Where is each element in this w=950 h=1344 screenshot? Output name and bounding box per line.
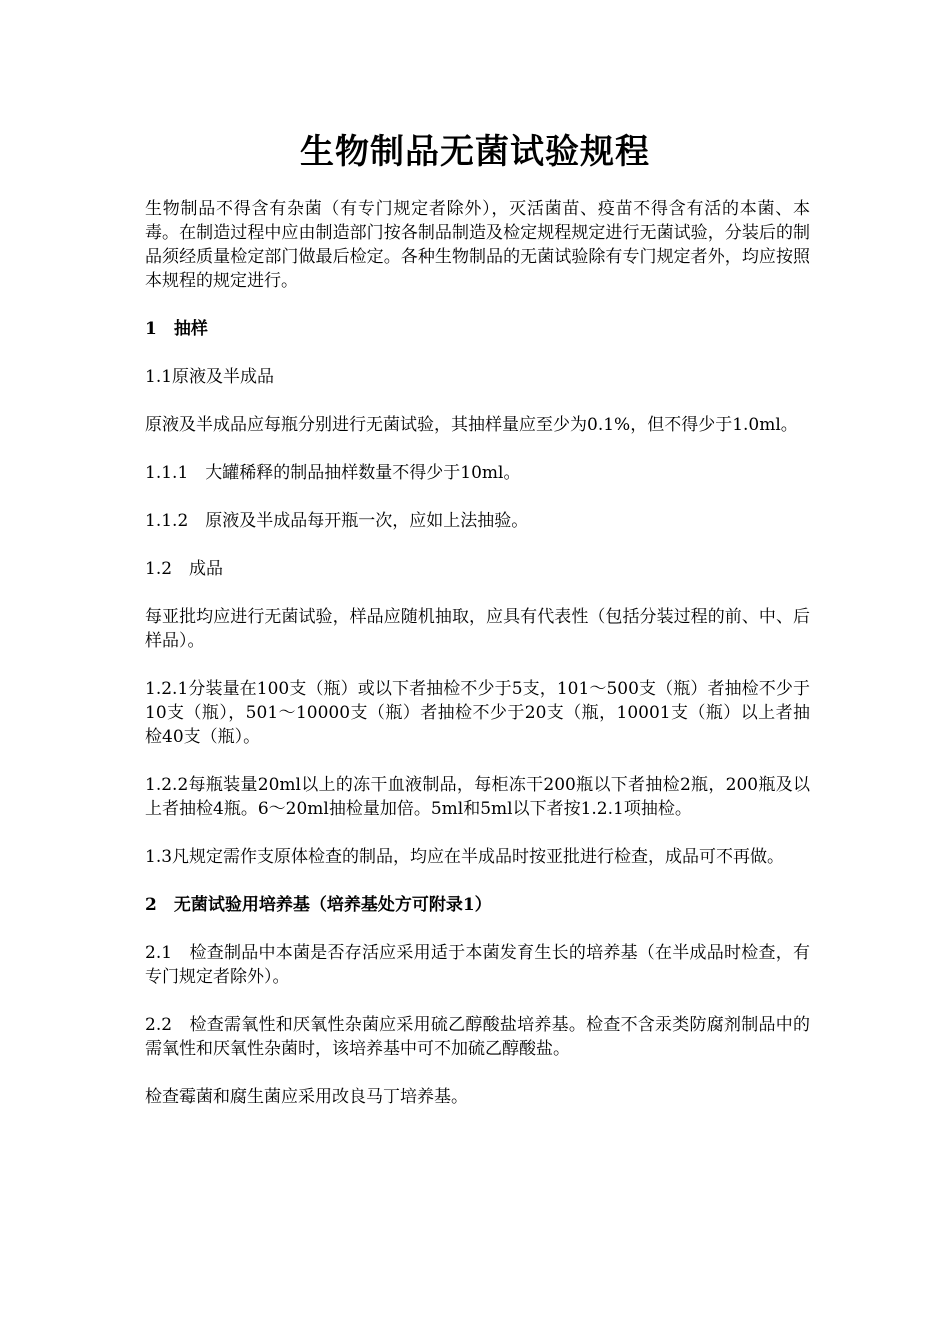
paragraph-1-1-body: 原液及半成品应每瓶分别进行无菌试验，其抽样量应至少为0.1%，但不得少于1.0ml。 [145,415,798,435]
clause-2-1: 2.1 检查制品中本菌是否存活应采用适于本菌发育生长的培养基（在半成品时检查，有专门规定者除外）。 [145,943,810,987]
subsection-1-1-heading: 1.1原液及半成品 [145,367,275,387]
section-2-heading: 2 无菌试验用培养基（培养基处方可附录1） [145,895,492,915]
paragraph-2-2-continued: 检查霉菌和腐生菌应采用改良马丁培养基。 [145,1087,468,1107]
paragraph-1-2-body: 每亚批均应进行无菌试验，样品应随机抽取，应具有代表性（包括分装过程的前、中、后样品）。 [145,607,810,651]
clause-1-2-1: 1.2.1分装量在100支（瓶）或以下者抽检不少于5支，101～500支（瓶）者抽检不少于10支（瓶），501～10000支（瓶）者抽检不少于20支（瓶，10001支（瓶）以上者抽检40支（瓶）。 [145,679,810,747]
subsection-1-2-heading: 1.2 成品 [145,559,224,579]
clause-2-2: 2.2 检查需氧性和厌氧性杂菌应采用硫乙醇酸盐培养基。检查不含汞类防腐剂制品中的需氧性和厌氧性杂菌时，该培养基中可不加硫乙醇酸盐。 [145,1015,810,1059]
section-1-heading: 1 抽样 [145,319,208,339]
clause-1-1-2: 1.1.2 原液及半成品每开瓶一次，应如上法抽验。 [145,511,529,531]
document-body [145,197,810,1133]
clause-1-2-2: 1.2.2每瓶装量20ml以上的冻干血液制品，每柜冻干200瓶以下者抽检2瓶，200瓶及以上者抽检4瓶。6～20ml抽检量加倍。5ml和5ml以下者按1.2.1项抽检。 [145,775,810,819]
intro-paragraph: 生物制品不得含有杂菌（有专门规定者除外），灭活菌苗、疫苗不得含有活的本菌、本毒。在制造过程中应由制造部门按各制品制造及检定规程规定进行无菌试验，分装后的制品须经质量检定部门做最后检定。各种生物制品的无菌试验除有专门规定者外，均应按照本规程的规定进行。 [145,199,810,291]
document-title: 生物制品无菌试验规程 [300,132,650,172]
clause-1-1-1: 1.1.1 大罐稀释的制品抽样数量不得少于10ml。 [145,463,521,483]
clause-1-3: 1.3凡规定需作支原体检查的制品，均应在半成品时按亚批进行检查，成品可不再做。 [145,847,785,867]
